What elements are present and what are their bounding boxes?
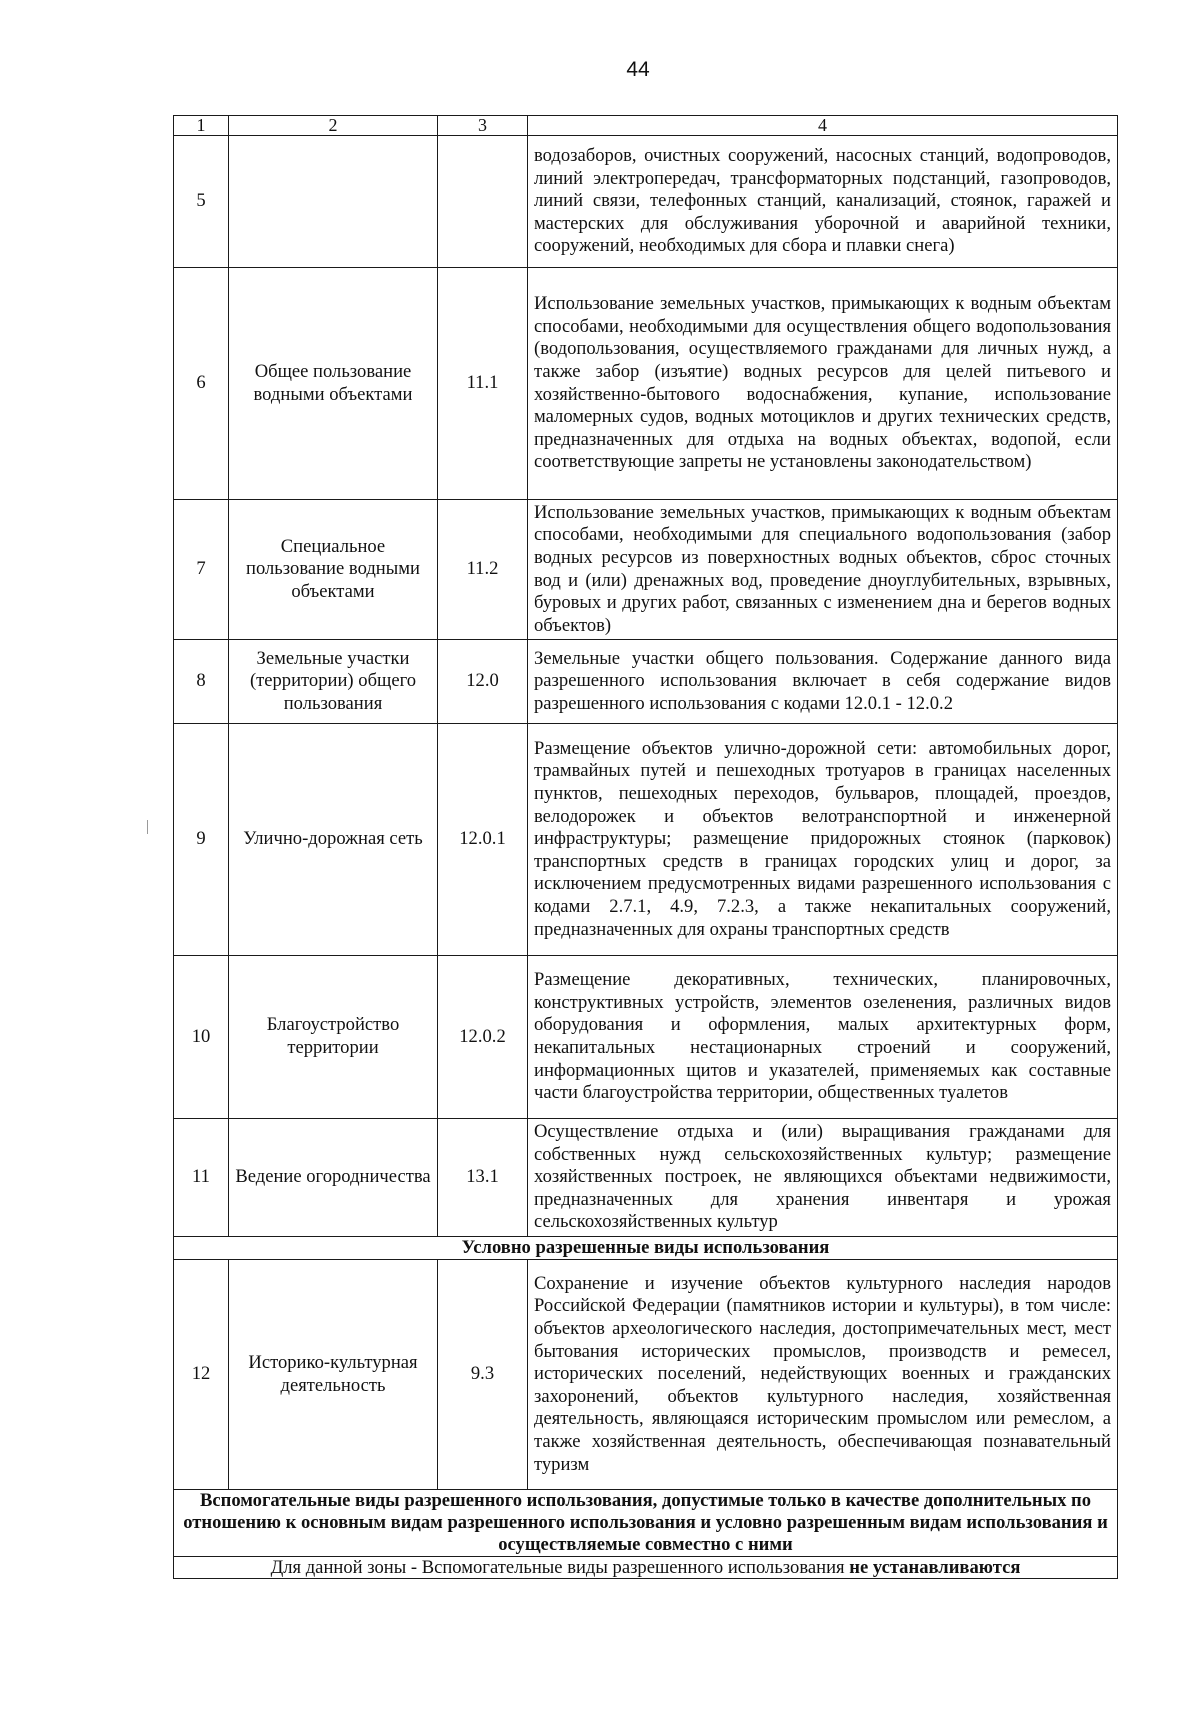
use-type-description: Сохранение и изучение объектов культурного наследия народов Российской Федерации (памятников истории и культуры), в том числе: объектов археологического наследия, достопримечательных мест, мест бытования исторических промыслов, производств и ремесел, исторических поселений, недействующих военных и гражданских захоронений, объектов культурного наследия, хозяйственная деятельность, являющаяся историческим промыслом или ремеслом, а также хозяйственная деятельность, обеспечивающая познавательный туризм — [528, 1260, 1118, 1490]
use-type-description: Размещение декоративных, технических, планировочных, конструктивных устройств, элементов озеленения, различных видов оборудования и оформления, малых архитектурных форм, некапитальных нестационарных строений и сооружений, информационных щитов и указателей, применяемых как составные части благоустройства территории, общественных туалетов — [528, 956, 1118, 1119]
use-type-description: Осуществление отдыха и (или) выращивания гражданами для собственных нужд сельскохозяйственных культур; размещение хозяйственных построек, не являющихся объектами недвижимости, предназначенных для хранения инвентаря и урожая сельскохозяйственных культур — [528, 1119, 1118, 1237]
row-number: 9 — [174, 724, 229, 956]
table-row — [174, 1260, 1118, 1490]
use-type-description: Использование земельных участков, примыкающих к водным объектам способами, необходимыми для специального водопользования (забор водных ресурсов из поверхностных водных объектов, сброс сточных вод и (или) дренажных вод, проведение дноуглубительных, взрывных, буровых и других работ, связанных с изменением дна и берегов водных объектов) — [528, 500, 1118, 640]
use-type-name: Улично-дорожная сеть — [229, 724, 438, 956]
use-type-code — [438, 136, 528, 268]
use-type-code: 13.1 — [438, 1119, 528, 1237]
use-type-description: Земельные участки общего пользования. Содержание данного вида разрешенного использования включает в себя содержание видов разрешенного использования с кодами 12.0.1 - 12.0.2 — [528, 640, 1118, 724]
use-type-code: 12.0 — [438, 640, 528, 724]
table-row — [174, 136, 1118, 268]
section-title-conditional: Условно разрешенные виды использования — [174, 1237, 1118, 1260]
footnote-emphasis: не устанавливаются — [849, 1557, 1021, 1578]
header-col-3: 3 — [438, 116, 528, 136]
section-title-auxiliary: Вспомогательные виды разрешенного использования, допустимые только в качестве дополнительных по отношению к основным видам разрешенного использования и условно разрешенным видам использования и осуществляемые совместно с ними — [174, 1490, 1118, 1557]
table-row — [174, 1119, 1118, 1237]
use-type-name: Историко-культурная деятельность — [229, 1260, 438, 1490]
use-type-name: Специальное пользование водными объектами — [229, 500, 438, 640]
use-type-description: Размещение объектов улично-дорожной сети: автомобильных дорог, трамвайных путей и пешеходных тротуаров в границах населенных пунктов, пешеходных переходов, бульваров, площадей, проездов, велодорожек и объектов велотранспортной и инженерной инфраструктуры; размещение придорожных стоянок (парковок) транспортных средств в границах городских улиц и дорог, за исключением предусмотренных видами разрешенного использования с кодами 2.7.1, 4.9, 7.2.3, а также некапитальных сооружений, предназначенных для охраны транспортных средств — [528, 724, 1118, 956]
header-col-1: 1 — [174, 116, 229, 136]
page-number: 44 — [626, 58, 650, 81]
use-type-name — [229, 136, 438, 268]
header-col-4: 4 — [528, 116, 1118, 136]
use-type-description: Использование земельных участков, примыкающих к водным объектам способами, необходимыми для осуществления общего водопользования (водопользования, осуществляемого гражданами для личных нужд, а также забор (изъятие) водных ресурсов для целей питьевого и хозяйственно-бытового водоснабжения, купание, использование маломерных судов, водных мотоциклов и других технических средств, предназначенных для отдыха на водных объектах, водопой, если соответствующие запреты не установлены законодательством) — [528, 268, 1118, 500]
table-row — [174, 724, 1118, 956]
footnote-cell — [174, 1557, 1118, 1579]
table-row — [174, 500, 1118, 640]
use-type-description: водозаборов, очистных сооружений, насосных станций, водопроводов, линий электропередач, трансформаторных подстанций, газопроводов, линий связи, телефонных станций, канализаций, стоянок, гаражей и мастерских для обслуживания уборочной и аварийной техники, сооружений, необходимых для сбора и плавки снега) — [528, 136, 1118, 268]
table-row — [174, 956, 1118, 1119]
land-use-table — [173, 115, 1118, 1579]
use-type-code: 9.3 — [438, 1260, 528, 1490]
row-number: 7 — [174, 500, 229, 640]
row-number: 11 — [174, 1119, 229, 1237]
use-type-name: Благоустройство территории — [229, 956, 438, 1119]
section-row-conditional — [174, 1237, 1118, 1260]
row-number: 6 — [174, 268, 229, 500]
row-number: 8 — [174, 640, 229, 724]
use-type-code: 12.0.1 — [438, 724, 528, 956]
use-type-name: Ведение огородничества — [229, 1119, 438, 1237]
table-row — [174, 268, 1118, 500]
use-type-code: 12.0.2 — [438, 956, 528, 1119]
footnote-text: Для данной зоны - Вспомогательные виды разрешенного использования — [270, 1557, 850, 1578]
row-number: 10 — [174, 956, 229, 1119]
row-number: 12 — [174, 1260, 229, 1490]
use-type-name: Общее пользование водными объектами — [229, 268, 438, 500]
scan-mark — [147, 820, 148, 834]
use-type-code: 11.2 — [438, 500, 528, 640]
table-header-row — [174, 116, 1118, 136]
section-row-auxiliary — [174, 1490, 1118, 1557]
row-number: 5 — [174, 136, 229, 268]
footnote-row — [174, 1557, 1118, 1579]
table-row — [174, 640, 1118, 724]
header-col-2: 2 — [229, 116, 438, 136]
use-type-code: 11.1 — [438, 268, 528, 500]
use-type-name: Земельные участки (территории) общего пользования — [229, 640, 438, 724]
